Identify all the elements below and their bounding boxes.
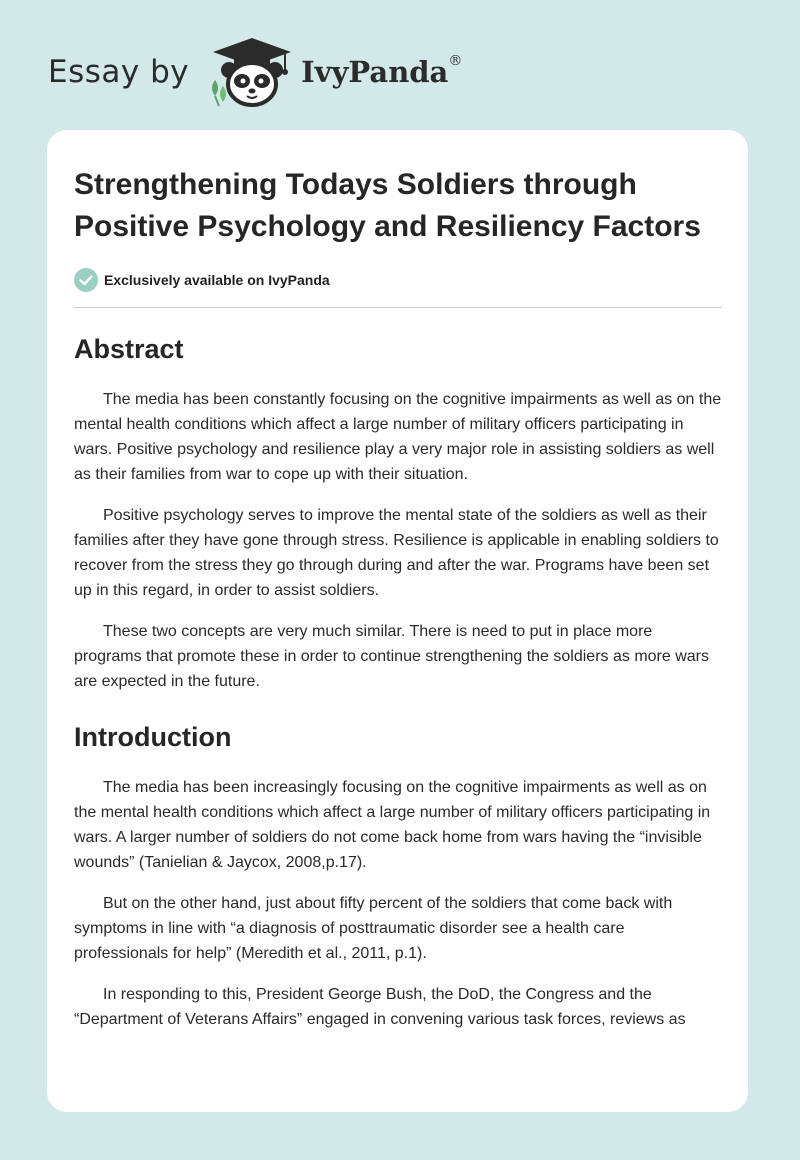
section-heading-abstract: Abstract (74, 334, 184, 364)
paragraph: The media has been increasingly focusing on the cognitive impairments as well as on the mental health conditions which affect a large number of military officers participating in wars. A larger number of soldiers do not come back home from wars having the “invisible wounds” (Tanielian & Jaycox, 2008,p.17). (74, 779, 711, 871)
essay-content (74, 164, 722, 1032)
essay-title: Strengthening Todays Soldiers through Positive Psychology and Resiliency Factors (74, 168, 701, 243)
section-heading-introduction: Introduction (74, 722, 232, 752)
exclusive-badge (74, 266, 722, 294)
paragraph: The media has been constantly focusing on the cognitive impairments as well as on the mental health conditions which affect a large number of military officers participating in wars. Positive psychology and resilience play a very major role in assisting soldiers as well as their families from war to cope up with their situation. (74, 391, 722, 483)
check-badge-icon (74, 268, 98, 292)
paragraph: These two concepts are very much similar. There is need to put in place more programs that promote these in order to continue strengthening the soldiers as more wars are expected in the future. (74, 623, 709, 690)
paragraph: But on the other hand, just about fifty percent of the soldiers that come back with symptoms in line with “a diagnosis of posttraumatic disorder see a health care professionals for help” (Meredith et al., 2011, p.1). (74, 895, 673, 962)
paragraph: Positive psychology serves to improve the mental state of the soldiers as well as their families after they have gone through stress. Resilience is applicable in enabling soldiers to recover from the stress they go through during and after the war. Programs have been set up in this regard, in order to assist soldiers. (74, 507, 719, 599)
essay-by-label: Essay by (48, 54, 190, 90)
trademark-mark: ® (448, 53, 463, 69)
site-header (48, 36, 462, 108)
badge-label: Exclusively available on IvyPanda (104, 272, 330, 288)
paragraph: In responding to this, President George Bush, the DoD, the Congress and the “Department of Veterans Affairs” engaged in convening various task forces, reviews as (74, 986, 686, 1028)
ivypanda-logo-icon[interactable] (207, 36, 297, 108)
brand-name[interactable]: IvyPanda® (301, 53, 463, 89)
divider (74, 307, 722, 308)
essay-card (47, 130, 748, 1112)
